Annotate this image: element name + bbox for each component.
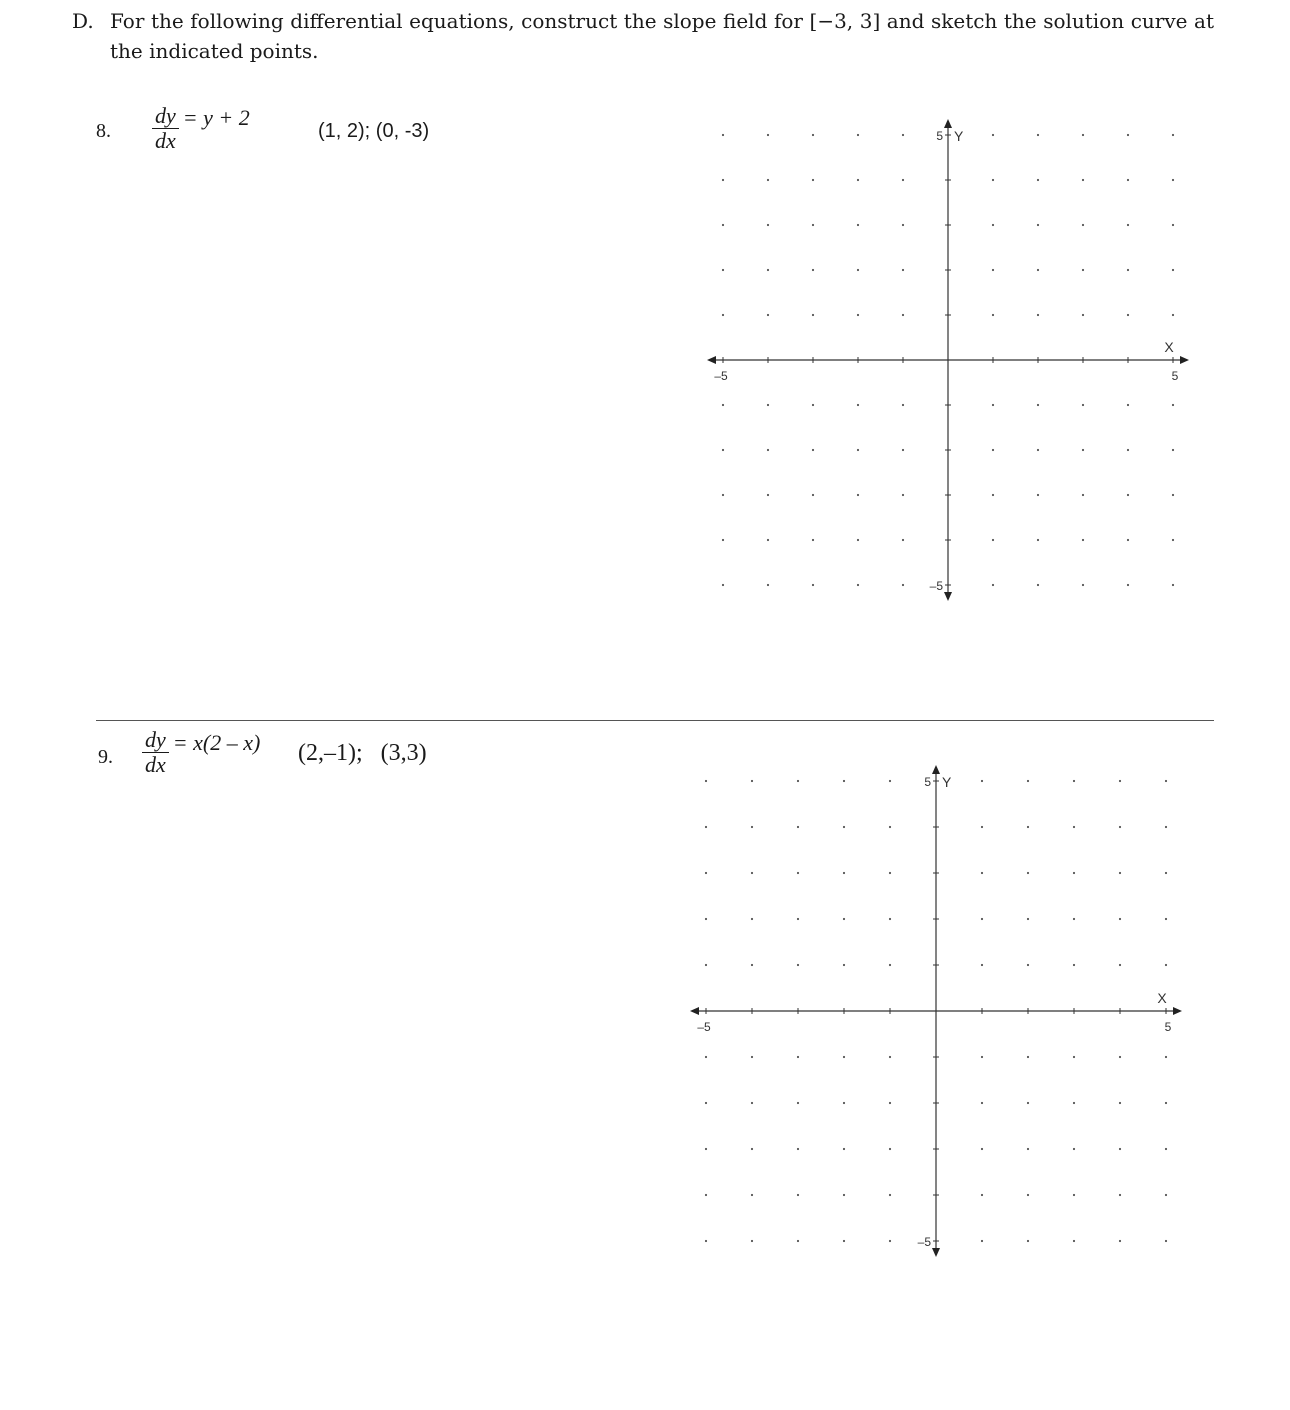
grid-dot	[751, 1056, 753, 1058]
grid-dot	[1073, 1056, 1075, 1058]
grid-dot	[797, 1194, 799, 1196]
grid-dot	[981, 1148, 983, 1150]
grid-dot	[797, 918, 799, 920]
grid-dot	[1119, 872, 1121, 874]
grid-dot	[981, 826, 983, 828]
grid-dot	[1027, 964, 1029, 966]
y-axis-label: Y	[942, 774, 952, 790]
grid-dot	[1119, 1148, 1121, 1150]
denominator: dx	[145, 752, 166, 777]
grid-dot	[751, 826, 753, 828]
equation-rhs: = x(2 – x)	[172, 729, 261, 755]
initial-points: (2,–1); (3,3)	[298, 740, 427, 766]
grid-dot	[705, 872, 707, 874]
grid-dot	[797, 1240, 799, 1242]
grid-dot	[843, 826, 845, 828]
y-axis-up-arrow	[932, 765, 940, 774]
grid-dot	[705, 1056, 707, 1058]
grid-dot	[889, 1148, 891, 1150]
y-axis-label: Y	[954, 128, 964, 144]
grid-dot	[797, 872, 799, 874]
grid-dot	[751, 780, 753, 782]
grid-dot	[981, 872, 983, 874]
x-axis-label: X	[1157, 990, 1167, 1006]
grid-dot	[1119, 918, 1121, 920]
grid-dot	[1119, 1102, 1121, 1104]
grid-dot	[1165, 1056, 1167, 1058]
grid-dot	[889, 964, 891, 966]
y-min-label: –5	[917, 1235, 931, 1249]
grid-dot	[981, 918, 983, 920]
grid-dot	[797, 1102, 799, 1104]
grid-dot	[1119, 826, 1121, 828]
x-axis-left-arrow	[690, 1007, 699, 1015]
numerator: dy	[152, 104, 179, 129]
grid-dot	[705, 964, 707, 966]
grid-dot	[1165, 1148, 1167, 1150]
y-max-label: 5	[924, 775, 931, 789]
grid-dot	[1073, 1194, 1075, 1196]
grid-dot	[981, 1056, 983, 1058]
grid-dot	[705, 918, 707, 920]
grid-dot	[981, 1102, 983, 1104]
grid-dot	[1073, 1148, 1075, 1150]
section-letter: D.	[72, 9, 94, 33]
x-axis-right-arrow	[1173, 1007, 1182, 1015]
grid-dot	[751, 918, 753, 920]
grid-dot	[751, 1102, 753, 1104]
grid-dot	[751, 964, 753, 966]
grid-dot	[889, 1056, 891, 1058]
grid-dot	[1165, 964, 1167, 966]
grid-dot	[751, 1148, 753, 1150]
grid-dot	[1119, 780, 1121, 782]
grid-dot	[843, 964, 845, 966]
grid-dot	[981, 780, 983, 782]
grid-dot	[1119, 1194, 1121, 1196]
x-max-label: 5	[1164, 1020, 1172, 1034]
grid-dot	[751, 872, 753, 874]
grid-dot	[981, 1194, 983, 1196]
grid-dot	[843, 1102, 845, 1104]
grid-dot	[1119, 964, 1121, 966]
grid-dot	[751, 1240, 753, 1242]
equation-rhs: = y + 2	[182, 104, 250, 130]
grid-dot	[981, 964, 983, 966]
x-axis-label: X	[1164, 339, 1174, 355]
grid-dot	[1027, 1194, 1029, 1196]
grid-dot	[889, 1240, 891, 1242]
x-max-label: 5	[1171, 369, 1179, 383]
grid-dot	[1027, 1102, 1029, 1104]
y-max-label: 5	[936, 129, 943, 143]
grid-dot	[889, 872, 891, 874]
grid-dot	[1119, 1056, 1121, 1058]
x-min-label: –5	[714, 369, 728, 383]
grid-dot	[1165, 872, 1167, 874]
grid-dot	[981, 1240, 983, 1242]
grid-dot	[889, 1102, 891, 1104]
grid-dot	[705, 780, 707, 782]
grid-dot	[705, 826, 707, 828]
grid-dot	[1027, 1240, 1029, 1242]
grid-dot	[843, 780, 845, 782]
grid-dot	[1027, 872, 1029, 874]
x-min-label: –5	[697, 1020, 711, 1034]
grid-dot	[797, 1056, 799, 1058]
grid-dot	[889, 918, 891, 920]
grid-dot	[843, 1148, 845, 1150]
instructions-text: For the following differential equations, construct the slope field for [−3, 3] and sketch the solution curve at the indicated points.	[110, 9, 1214, 63]
grid-dot	[1073, 1240, 1075, 1242]
problem-number: 8.	[96, 120, 111, 142]
grid-dot	[1073, 780, 1075, 782]
grid-dot	[797, 780, 799, 782]
grid-dot	[1165, 826, 1167, 828]
grid-dot	[843, 918, 845, 920]
grid-dot	[1119, 1240, 1121, 1242]
numerator: dy	[142, 728, 169, 753]
grid-dot	[1165, 1194, 1167, 1196]
grid-dot	[1073, 918, 1075, 920]
grid-dot	[843, 1240, 845, 1242]
grid-dot	[1073, 964, 1075, 966]
initial-points: (1, 2); (0, -3)	[318, 120, 430, 142]
grid-dot	[751, 1194, 753, 1196]
denominator: dx	[155, 128, 176, 153]
grid-dot	[705, 1102, 707, 1104]
grid-dot	[797, 1148, 799, 1150]
grid-dot	[889, 780, 891, 782]
grid-dot	[705, 1240, 707, 1242]
grid-dot	[1027, 826, 1029, 828]
grid-dot	[843, 1056, 845, 1058]
grid-dot	[889, 1194, 891, 1196]
grid-dot	[1073, 1102, 1075, 1104]
grid-dot	[889, 826, 891, 828]
grid-dot	[1165, 1240, 1167, 1242]
grid-dot	[797, 964, 799, 966]
y-min-label: –5	[929, 579, 943, 593]
grid-dot	[705, 1148, 707, 1150]
grid-dot	[1165, 780, 1167, 782]
grid-dot	[1073, 872, 1075, 874]
problem-number: 9.	[98, 746, 113, 768]
grid-dot	[1165, 918, 1167, 920]
grid-dot	[843, 1194, 845, 1196]
grid-dot	[1165, 1102, 1167, 1104]
y-axis-down-arrow	[932, 1248, 940, 1257]
grid-dot	[1027, 1056, 1029, 1058]
grid-dot	[1027, 918, 1029, 920]
grid-dot	[1027, 780, 1029, 782]
grid-dot	[1073, 826, 1075, 828]
grid-dot	[705, 1194, 707, 1196]
grid-dot	[1027, 1148, 1029, 1150]
grid-dot	[797, 826, 799, 828]
grid-dot	[843, 872, 845, 874]
